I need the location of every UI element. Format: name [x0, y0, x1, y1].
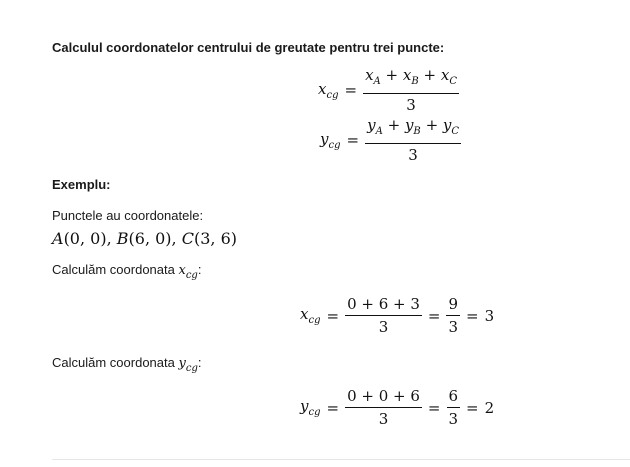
sub-c: C — [449, 76, 457, 87]
calc-x-simplified-den: 3 — [448, 318, 459, 336]
sub-cg: cg — [326, 89, 339, 101]
points-list — [52, 229, 237, 249]
points-intro: Punctele au coordonatele: — [52, 208, 204, 223]
calc-x-denominator: 3 — [378, 318, 389, 336]
calc-y-result: 2 — [484, 398, 495, 417]
equals-sign: = — [466, 398, 479, 417]
sub-cg: cg — [308, 315, 321, 326]
calc-x-result: 3 — [484, 306, 495, 325]
colon: : — [197, 262, 202, 277]
point-c-coords: (3, 6) — [193, 229, 237, 248]
calc-y-label — [52, 355, 201, 377]
equals-sign: = — [466, 306, 479, 325]
var-y: y — [300, 397, 309, 415]
sub-a: A — [375, 126, 383, 137]
calc-y-denominator: 3 — [378, 410, 389, 428]
formula-x-denominator: 3 — [406, 96, 416, 114]
calc-y-numerator: 0 + 0 + 6 — [347, 387, 420, 405]
equals-sign: = — [346, 131, 360, 149]
sub-cg: cg — [185, 363, 198, 374]
point-c-name: C — [181, 229, 194, 248]
var-x: x — [318, 79, 327, 98]
plus-sign: + — [425, 116, 439, 134]
calc-y-simplified-num: 6 — [448, 387, 459, 405]
calc-x-text: Calculăm coordonata — [52, 262, 175, 277]
var-y: y — [178, 356, 186, 371]
point-b-coords: (6, 0) — [128, 229, 172, 248]
term-y: y — [404, 116, 414, 134]
colon: : — [197, 355, 202, 370]
point-a-coords: (0, 0) — [63, 229, 107, 248]
plus-sign: + — [423, 66, 437, 84]
calc-y-simplified — [447, 387, 461, 428]
sub-b: B — [411, 76, 419, 87]
sub-cg: cg — [308, 407, 321, 418]
sub-b: B — [413, 126, 421, 137]
comma: , — [171, 229, 177, 248]
var-x: x — [300, 305, 309, 323]
calc-x-numerator: 0 + 6 + 3 — [347, 295, 420, 313]
sub-cg: cg — [328, 139, 341, 151]
sub-a: A — [373, 76, 381, 87]
formula-y-lhs — [320, 130, 341, 151]
formula-x-fraction — [363, 66, 459, 114]
point-b-name: B — [116, 229, 129, 248]
section-heading: Calculul coordonatelor centrului de greutate pentru trei puncte: — [52, 40, 445, 55]
term-x: x — [440, 66, 450, 84]
equals-sign: = — [326, 398, 340, 417]
calc-x-simplified — [446, 295, 460, 336]
formula-y-numerator — [365, 116, 461, 143]
calc-y-fraction — [345, 387, 422, 428]
plus-sign: + — [387, 116, 401, 134]
point-a-name: A — [52, 229, 64, 248]
term-x: x — [365, 66, 374, 84]
calc-y-equation — [300, 387, 494, 428]
sub-c: C — [451, 126, 460, 137]
formula-y-fraction — [365, 116, 461, 164]
var-x: x — [178, 263, 186, 278]
calc-y-var — [178, 356, 198, 374]
formula-x-numerator — [363, 66, 459, 93]
var-y: y — [320, 129, 329, 148]
calc-y-text: Calculăm coordonata — [52, 355, 175, 370]
calc-y-simplified-den: 3 — [448, 410, 459, 428]
calc-x-simplified-num: 9 — [448, 295, 459, 313]
equals-sign: = — [427, 398, 441, 417]
formula-x-lhs — [318, 80, 338, 101]
equals-sign: = — [326, 306, 340, 325]
sub-cg: cg — [185, 270, 198, 281]
term-y: y — [367, 116, 376, 134]
bottom-divider — [52, 459, 630, 460]
equals-sign: = — [427, 306, 441, 325]
equals-sign: = — [344, 81, 358, 99]
formula-x-cg — [318, 66, 459, 114]
calc-x-fraction — [345, 295, 422, 336]
formula-y-denominator: 3 — [408, 146, 418, 164]
calc-x-equation — [300, 295, 494, 336]
term-y: y — [442, 116, 452, 134]
calc-x-lhs — [300, 305, 320, 326]
term-x: x — [402, 66, 412, 84]
calc-x-var — [178, 263, 198, 281]
plus-sign: + — [385, 66, 399, 84]
calc-x-label — [52, 262, 201, 284]
comma: , — [106, 229, 112, 248]
formula-y-cg — [320, 116, 461, 164]
calc-y-lhs — [300, 397, 321, 418]
example-label: Exemplu: — [52, 177, 111, 192]
